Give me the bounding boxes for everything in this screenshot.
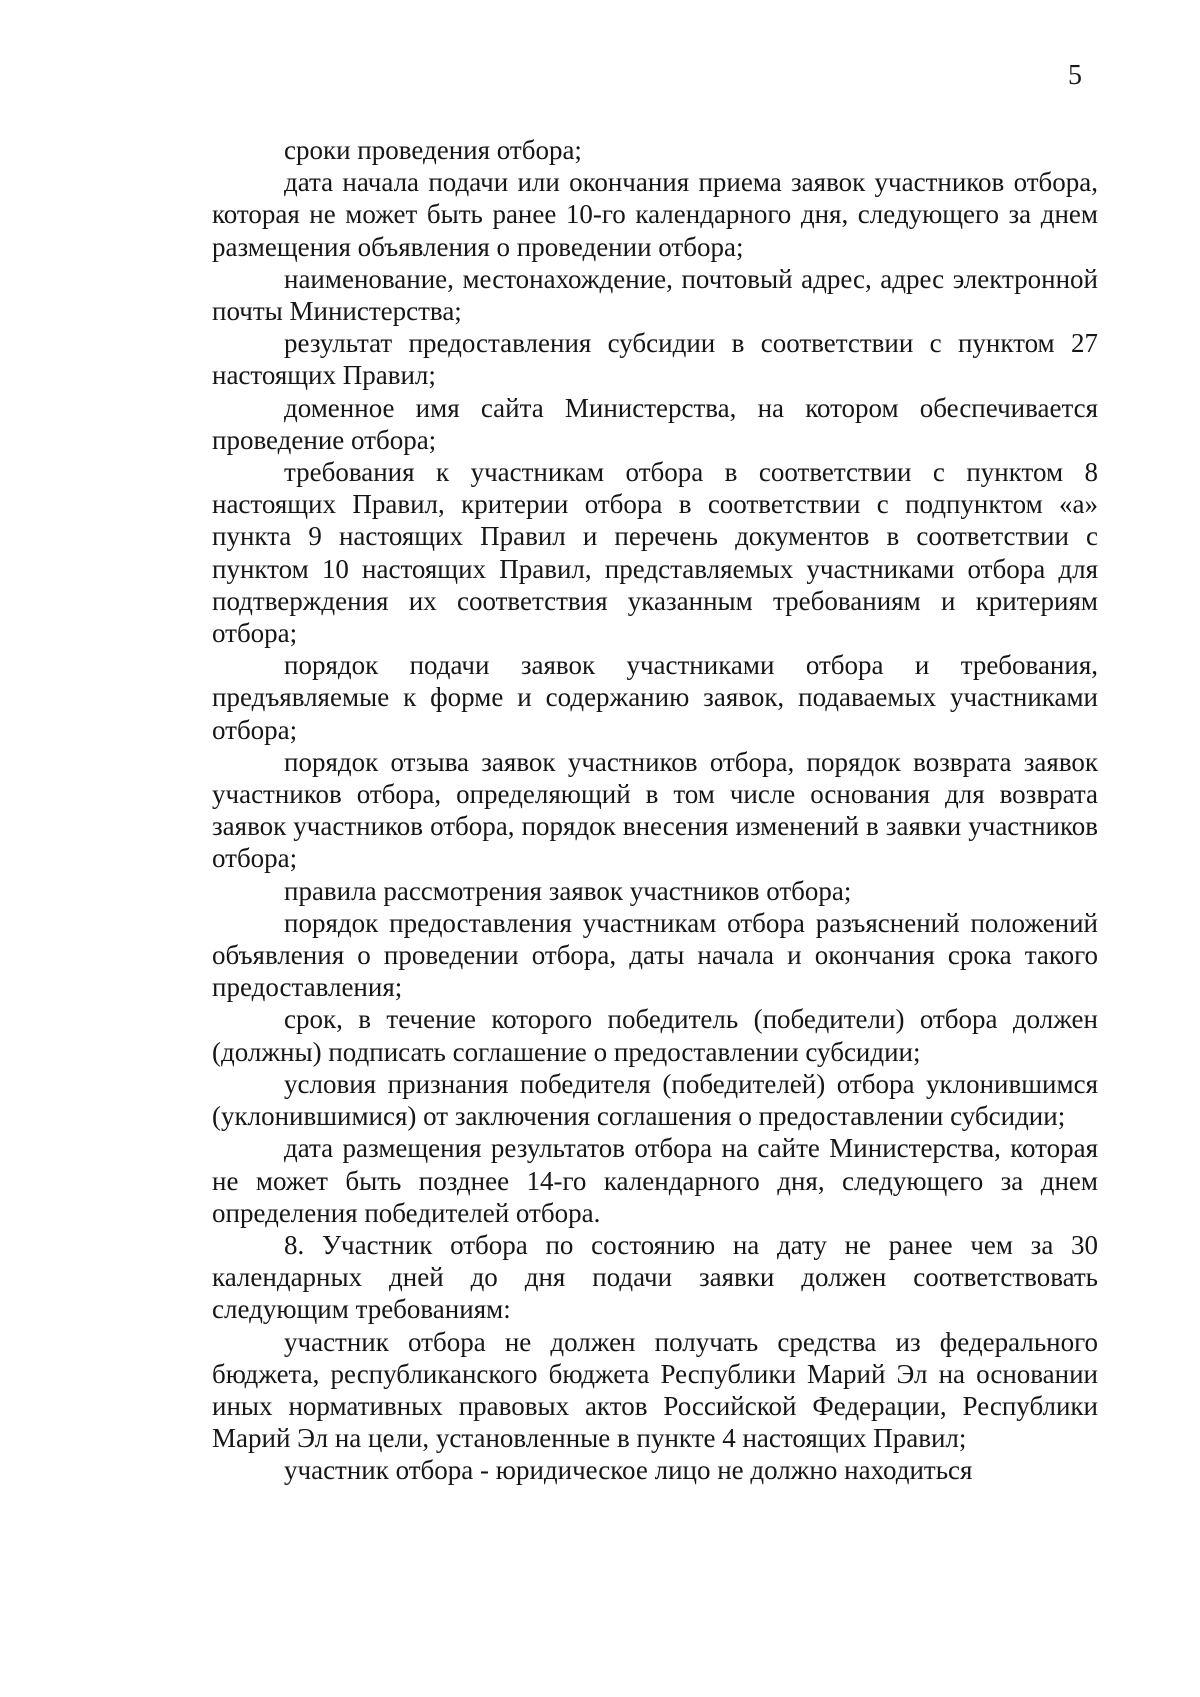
paragraph-ministry-contacts: наименование, местонахождение, почтовый адрес, адрес электронной почты Министерства; bbox=[212, 263, 1098, 327]
document-body bbox=[212, 134, 1098, 1487]
paragraph-no-other-funding: участник отбора не должен получать средства из федерального бюджета, республиканского бюджета Республики Марий Эл на основании иных нормативных правовых актов Российской Федерации, Республики Марий Эл на цели, установленные в пункте 4 настоящих Правил; bbox=[212, 1326, 1098, 1454]
paragraph-results-publication: дата размещения результатов отбора на сайте Министерства, которая не может быть позднее 14-го календарного дня, следующего за днем определения победителей отбора. bbox=[212, 1133, 1098, 1228]
paragraph-item-8: 8. Участник отбора по состоянию на дату не ранее чем за 30 календарных дней до дня подачи заявки должен соответствовать следующим требованиям: bbox=[212, 1229, 1098, 1325]
paragraph-withdrawal-procedure: порядок отзыва заявок участников отбора, порядок возврата заявок участников отбора, определяющий в том числе основания для возврата заявок участников отбора, порядок внесения изменений в заявки участников отбора; bbox=[212, 746, 1098, 874]
paragraph-domain-name: доменное имя сайта Министерства, на котором обеспечивается проведение отбора; bbox=[212, 392, 1098, 455]
page-number: 5 bbox=[1068, 60, 1082, 91]
paragraph-participant-requirements: требования к участникам отбора в соответствии с пунктом 8 настоящих Правил, критерии отбора в соответствии с подпунктом «а» пункта 9 настоящих Правил и перечень документов в соответствии с пунктом 10 настоящих Правил, представляемых участниками отбора для подтверждения их соответствия указанным требованиям и критериям отбора; bbox=[212, 457, 1098, 649]
paragraph-legal-entity: участник отбора - юридическое лицо не должно находиться bbox=[284, 1455, 973, 1486]
paragraph-signing-deadline: срок, в течение которого победитель (победители) отбора должен (должны) подписать соглашение о предоставлении субсидии; bbox=[212, 1004, 1098, 1067]
paragraph-subsidy-result: результат предоставления субсидии в соответствии с пунктом 27 настоящих Правил; bbox=[212, 328, 1098, 391]
paragraph-application-dates: дата начала подачи или окончания приема заявок участников отбора, которая не может быть ранее 10-го календарного дня, следующего за днем размещения объявления о проведении отбора; bbox=[212, 167, 1098, 262]
paragraph-review-rules: правила рассмотрения заявок участников отбора; bbox=[284, 875, 852, 906]
paragraph-clarifications: порядок предоставления участникам отбора разъяснений положений объявления о проведении отбора, даты начала и окончания срока такого предоставления; bbox=[212, 907, 1098, 1003]
paragraph-selection-dates: сроки проведения отбора; bbox=[284, 135, 582, 165]
paragraph-evasion-conditions: условия признания победителя (победителей) отбора уклонившимся (уклонившимися) от заключения соглашения о предоставлении субсидии; bbox=[212, 1068, 1098, 1132]
paragraph-submission-procedure: порядок подачи заявок участниками отбора и требования, предъявляемые к форме и содержанию заявок, подаваемых участниками отбора; bbox=[212, 650, 1098, 745]
